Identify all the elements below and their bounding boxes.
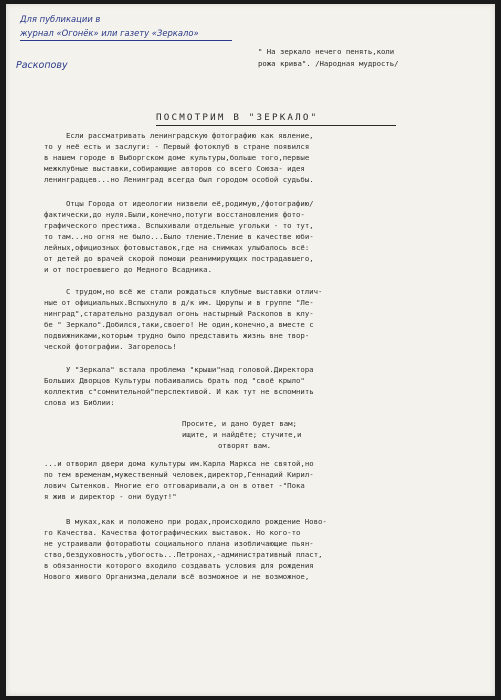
text-line: не устраивали фотоработы социального плана изобличающие пьян- <box>44 539 314 548</box>
epigraph-line-2: рожа крива". /Народная мудрость/ <box>258 59 399 68</box>
text-line: Больших Дворцов Культуры побаивались брать под "своё крыло" <box>44 376 305 385</box>
epigraph-line-1: " На зеркало нечего пенять,коли <box>258 47 395 56</box>
text-line: ...и отворил двери дома культуры им.Карла Маркса не святой,но <box>44 459 314 468</box>
text-line: графического престижа. Вспыхивали отдельные угольки - то тут, <box>44 221 314 230</box>
text-line: фактически,до нуля.Были,конечно,потуги восстановления фото- <box>44 210 305 219</box>
text-line: В муках,как и положено при родах,происходило рождение Ново- <box>66 517 327 526</box>
text-line: ство,бездуховность,убогость...Петронах,-административный пласт, <box>44 550 323 559</box>
text-line: по тем временам,мужественный человек,директор,Геннадий Кирил- <box>44 470 314 479</box>
text-line: ленинградцев...но Ленинград всегда был городом особой судьбы. <box>44 175 314 184</box>
text-line: то у неё есть и заслуги: - Первый фотоклуб в стране появился <box>44 142 310 151</box>
bible-quote-line: Просите, и дано будет вам; <box>182 419 297 428</box>
text-line: от детей до врачей скорой помощи реанимирующих пострадавшего, <box>44 254 314 263</box>
page-title: ПОСМОТРИМ В "ЗЕРКАЛО" <box>156 112 319 123</box>
bible-quote-line: отворят вам. <box>218 441 272 450</box>
text-line: коллектив с"сомнительной"перспективой. И как тут не вспомнить <box>44 387 314 396</box>
text-line: го Качества. Качества фотографических выставок. Но кого-то <box>44 528 301 537</box>
text-line: подвижниками,которым трудно было представить жизнь вне твор- <box>44 331 310 340</box>
handwritten-underline <box>20 40 232 41</box>
text-line: и от построевшего до Медного Всадника. <box>44 265 213 274</box>
text-line: слова из Библии: <box>44 398 115 407</box>
text-line: Нового живого Организма,делали всё возможное и не возможное, <box>44 572 310 581</box>
handwritten-note-line-2: журнал «Огонёк» или газету «Зеркало» <box>20 28 199 38</box>
text-line: межклубные выставки,собирающие авторов со всего Союза- идея <box>44 164 305 173</box>
text-line: ные от официальных.Вспыхнуло в д/к им. Цюрупы и в группе "Ле- <box>44 298 314 307</box>
text-line: я жив и директор - они будут!" <box>44 492 177 501</box>
text-line: ческой фотографии. Загорелось! <box>44 342 177 351</box>
handwritten-author-name: Раскопову <box>16 60 68 71</box>
title-underline <box>156 125 396 126</box>
text-line: лович Сытенков. Многие его отговаривали,а он в ответ -"Пока <box>44 481 305 490</box>
text-line: нинград",старательно раздувал огонь настырный Раскопов в клу- <box>44 309 314 318</box>
text-line: Если рассматривать ленинградскую фотографию как явление, <box>66 131 314 140</box>
text-line: в нашем городе в Выборгском доме культуры,больше того,первые <box>44 153 310 162</box>
document-page <box>6 4 495 696</box>
text-line: бе " Зеркало".Добился,таки,своего! Не один,конечно,а вместе с <box>44 320 314 329</box>
text-line: Отцы Города от идеологии низвели её,родимую,/фотографию/ <box>66 199 314 208</box>
text-line: У "Зеркала" встала проблема "крыши"над головой.Директора <box>66 365 314 374</box>
handwritten-note-line-1: Для публикации в <box>20 14 101 24</box>
text-line: С трудом,но всё же стали рождаться клубные выставки отлич- <box>66 287 323 296</box>
text-line: в обязанности которого входило создавать условия для рождения <box>44 561 314 570</box>
text-line: то там...но огня не было...Было тление.Тление в качестве юби- <box>44 232 314 241</box>
bible-quote-line: ищите, и найдёте; стучите,и <box>182 430 302 439</box>
text-line: лейных,официозных фотовыставок,где на снимках улыбалось всё: <box>44 243 310 252</box>
